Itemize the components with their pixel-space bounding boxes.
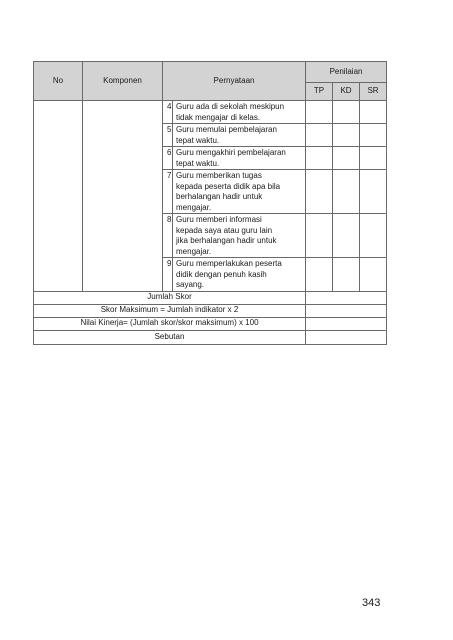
row-number: 7 (163, 170, 173, 214)
score-kd-cell (333, 124, 360, 147)
row-number: 9 (163, 258, 173, 292)
row-number: 5 (163, 124, 173, 147)
statement-line: tepat waktu. (176, 158, 220, 168)
score-sr-cell (360, 147, 387, 170)
summary-row (34, 317, 387, 330)
no-cell (34, 101, 83, 292)
statement-line: berhalangan hadir untuk (176, 192, 263, 201)
sebutan-value (306, 330, 387, 344)
score-tp-cell (306, 170, 333, 214)
sebutan-label: Sebutan (34, 330, 306, 344)
header-komponen: Komponen (83, 62, 163, 101)
score-kd-cell (333, 170, 360, 214)
statement-cell (173, 258, 306, 292)
nilai-kinerja-label: Nilai Kinerja= (Jumlah skor/skor maksimum) x 100 (34, 317, 306, 330)
statement-line: mengajar. (176, 246, 212, 256)
score-kd-cell (333, 147, 360, 170)
row-number: 6 (163, 147, 173, 170)
score-sr-cell (360, 124, 387, 147)
statement-cell (173, 214, 306, 258)
row-number: 8 (163, 214, 173, 258)
komponen-cell (83, 101, 163, 292)
header-tp: TP (306, 83, 333, 101)
score-sr-cell (360, 101, 387, 124)
statement-line: tepat waktu. (176, 135, 220, 145)
summary-row (34, 330, 387, 344)
assessment-table (33, 61, 387, 345)
header-sr: SR (360, 83, 387, 101)
statement-cell (173, 101, 306, 124)
score-sr-cell (360, 170, 387, 214)
header-kd: KD (333, 83, 360, 101)
statement-line: Guru ada di sekolah meskipun (176, 102, 285, 111)
statement-line: Guru memberikan tugas (176, 171, 262, 180)
statement-line: didik dengan penuh kasih (176, 269, 267, 279)
score-sr-cell (360, 258, 387, 292)
page-number: 343 (362, 597, 381, 609)
score-tp-cell (306, 258, 333, 292)
statement-cell (173, 147, 306, 170)
statement-line: Guru memperlakukan peserta (176, 259, 282, 268)
score-tp-cell (306, 214, 333, 258)
header-pernyataan: Pernyataan (163, 62, 306, 101)
score-kd-cell (333, 101, 360, 124)
statement-line: tidak mengajar di kelas. (176, 112, 261, 122)
score-sr-cell (360, 214, 387, 258)
statement-line: kepada peserta didik apa bila (176, 181, 281, 191)
table-row (34, 101, 387, 124)
summary-row (34, 304, 387, 317)
skor-maksimum-value (306, 304, 387, 317)
score-tp-cell (306, 147, 333, 170)
header-no: No (34, 62, 83, 101)
header-penilaian: Penilaian (306, 62, 387, 83)
statement-line: jika berhalangan hadir untuk (176, 236, 277, 245)
statement-line: Guru memulai pembelajaran (176, 125, 277, 134)
jumlah-skor-value (306, 291, 387, 304)
skor-maksimum-label: Skor Maksimum = Jumlah indikator x 2 (34, 304, 306, 317)
score-tp-cell (306, 124, 333, 147)
statement-line: sayang. (176, 280, 205, 289)
summary-row (34, 291, 387, 304)
row-number: 4 (163, 101, 173, 124)
statement-line: Guru mengakhiri pembelajaran (176, 148, 286, 157)
jumlah-skor-label: Jumlah Skor (34, 291, 306, 304)
score-kd-cell (333, 214, 360, 258)
statement-line: Guru memberi informasi (176, 215, 262, 224)
statement-cell (173, 124, 306, 147)
nilai-kinerja-value (306, 317, 387, 330)
score-tp-cell (306, 101, 333, 124)
statement-line: kepada saya atau guru lain (176, 225, 273, 235)
score-kd-cell (333, 258, 360, 292)
statement-line: mengajar. (176, 202, 212, 212)
statement-cell (173, 170, 306, 214)
